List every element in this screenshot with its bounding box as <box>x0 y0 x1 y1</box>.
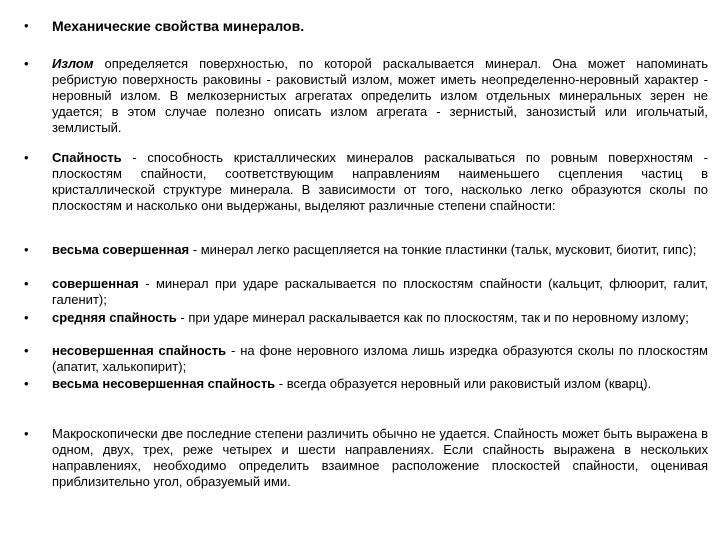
degree-term: совершенная <box>52 276 139 291</box>
fracture-term: Излом <box>52 56 94 71</box>
bullet: • <box>24 343 29 358</box>
degree-paragraph <box>52 242 708 258</box>
degree-text: - всегда образуется неровный или раковистый излом (кварц). <box>275 376 652 391</box>
bullet: • <box>24 242 29 257</box>
bullet: • <box>24 310 29 325</box>
degree-paragraph <box>52 276 708 308</box>
degree-term: несовершенная спайность <box>52 343 227 358</box>
degree-text: - минерал при ударе раскалывается по плоскостям спайности (кальцит, флюорит, галит, галенит); <box>52 276 708 307</box>
cleavage-text: - способность кристаллических минералов раскалываться по ровным поверхностям - плоскостям спайности, соответствующим направлениям наименьшего сцепления частиц в кристаллической структуре минерала. В зависимости от того, насколько легко образуются сколы по плоскостям и насколько они выдержаны, выделяют различные степени спайности: <box>52 150 708 213</box>
cleavage-term: Спайность <box>52 150 122 165</box>
fracture-paragraph <box>52 56 708 136</box>
bullet: • <box>24 150 29 165</box>
bullet: • <box>24 376 29 391</box>
degree-text: - при ударе минерал раскалывается как по плоскостям, так и по неровному излому; <box>176 310 689 325</box>
degree-paragraph <box>52 343 708 375</box>
fracture-text: определяется поверхностью, по которой раскалывается минерал. Она может напоминать ребристую поверхность раковины - раковистый излом, может иметь неопределенно-неровный характер - неровный излом. В мелкозернистых агрегатах определить излом отдельных минеральных зерен не удается; в этом случае полезно описать излом агрегата - зернистый, занозистый или игольчатый, землистый. <box>52 56 708 135</box>
bullet: • <box>24 56 29 71</box>
degree-text: - минерал легко расщепляется на тонкие пластинки (тальк, мусковит, биотит, гипс); <box>189 242 697 257</box>
conclusion-paragraph: Макроскопически две последние степени различить обычно не удается. Спайность может быть выражена в одном, двух, трех, реже четырех и шести направлениях. Если спайность выражена в нескольких направлениях, необходимо определить взаимное расположение плоскостей спайности, оценивая приблизительно угол, образуемый ими. <box>52 426 708 489</box>
degree-term: средняя спайность <box>52 310 177 325</box>
degree-paragraph <box>52 310 708 326</box>
bullet: • <box>24 276 29 291</box>
degree-paragraph <box>52 376 708 392</box>
cleavage-paragraph <box>52 150 708 214</box>
degree-text: - на фоне неровного излома лишь изредка образуются сколы по плоскостям (апатит, халькопирит); <box>52 343 708 374</box>
degree-term: весьма несовершенная спайность <box>52 376 276 391</box>
slide-title: Механические свойства минералов. <box>52 18 305 34</box>
bullet: • <box>24 18 29 33</box>
degree-term: весьма совершенная <box>52 242 190 257</box>
bullet: • <box>24 426 29 441</box>
